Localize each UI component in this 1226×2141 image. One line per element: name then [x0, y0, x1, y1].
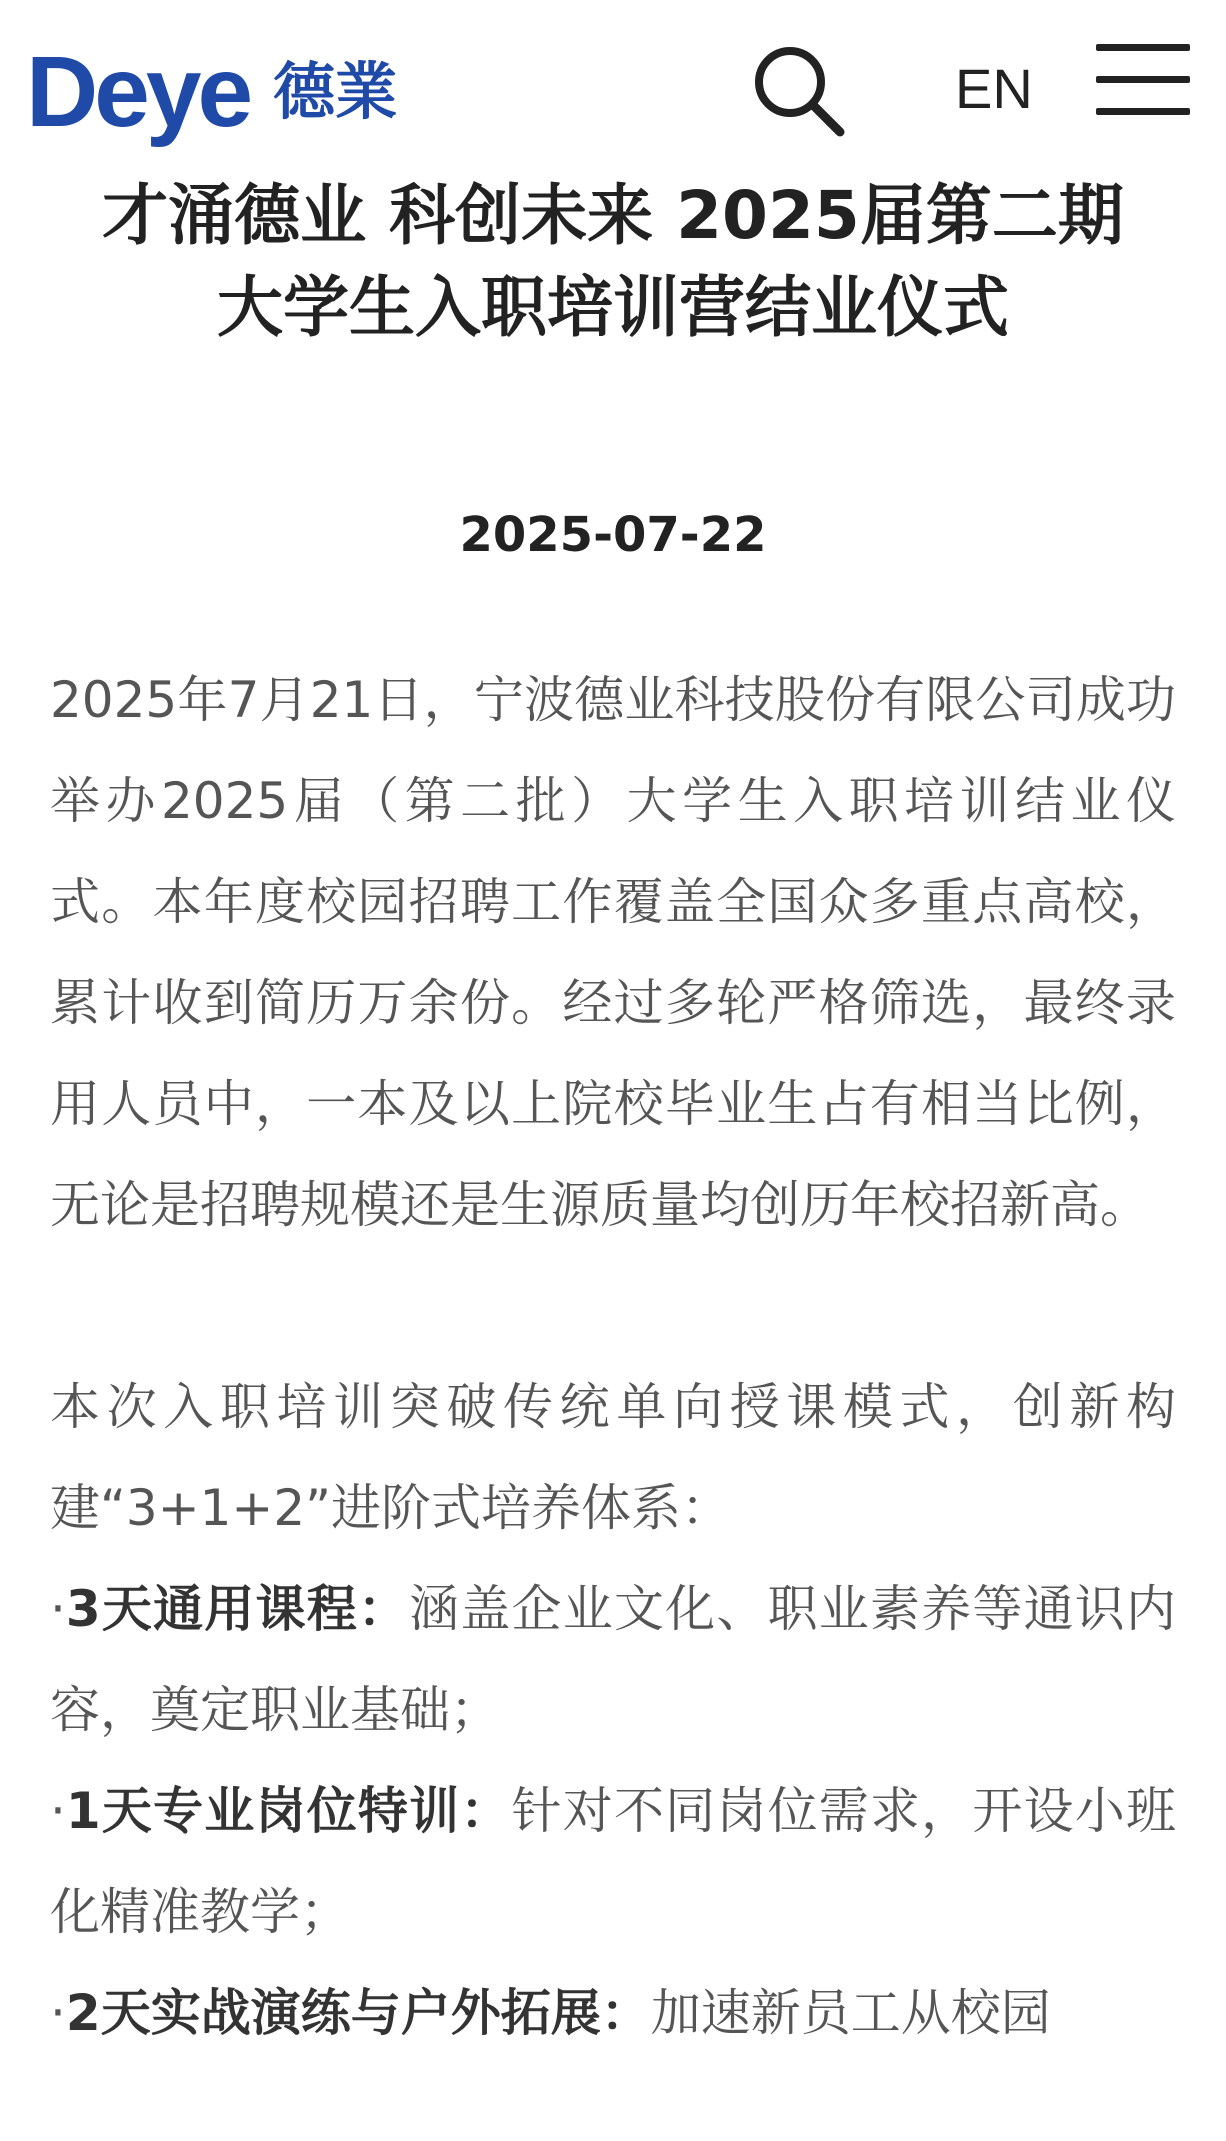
bullet-text: 加速新员工从校园 — [650, 1984, 1051, 2042]
article-title: 才涌德业 科创未来 2025届第二期大学生入职培训营结业仪式 — [102, 177, 1124, 346]
bullet-text: 针对不同岗位需求，开设小班化精准教学； — [50, 1782, 1177, 1941]
menu-line-middle — [1096, 76, 1190, 83]
search-button[interactable] — [748, 40, 848, 140]
article-body — [50, 650, 1176, 2064]
bullet-marker: · — [50, 1984, 66, 2042]
bullet-item — [50, 1761, 1176, 1963]
bullet-text: 涵盖企业文化、职业素养等通识内容，奠定职业基础； — [50, 1580, 1177, 1739]
menu-line-top — [1096, 44, 1190, 51]
deye-logo[interactable] — [26, 36, 398, 148]
bullet-item — [50, 1963, 1176, 2064]
bullet-heading: 2天实战演练与户外拓展： — [65, 1984, 651, 2042]
bullet-item — [50, 1559, 1176, 1761]
article-paragraph: 2025年7月21日，宁波德业科技股份有限公司成功举办2025届（第二批）大学生入职培训结业仪式。本年度校园招聘工作覆盖全国众多重点高校，累计收到简历万余份。经过多轮严格筛选，最终录用人员中，一本及以上院校毕业生占有相当比例，无论是招聘规模还是生源质量均创历年校招新高。 — [50, 671, 1176, 1234]
bullet-marker: · — [50, 1782, 66, 1840]
article-date: 2025-07-22 — [459, 507, 767, 563]
logo-cjk-text: 德業 — [273, 55, 398, 128]
menu-line-bottom — [1096, 108, 1190, 115]
logo-text: Deye — [26, 36, 250, 148]
site-header — [0, 0, 1226, 170]
bullet-heading: 1天专业岗位特训： — [65, 1782, 512, 1840]
paragraph-spacer — [50, 1256, 1176, 1357]
language-switch-button[interactable]: EN — [955, 57, 1033, 120]
hamburger-menu-button[interactable] — [1096, 44, 1190, 116]
bullet-heading: 3天通用课程： — [65, 1580, 410, 1638]
bullet-marker: · — [50, 1580, 66, 1638]
article-paragraph: 本次入职培训突破传统单向授课模式，创新构建“3+1+2”进阶式培养体系： — [50, 1378, 1176, 1537]
search-icon — [748, 40, 848, 140]
